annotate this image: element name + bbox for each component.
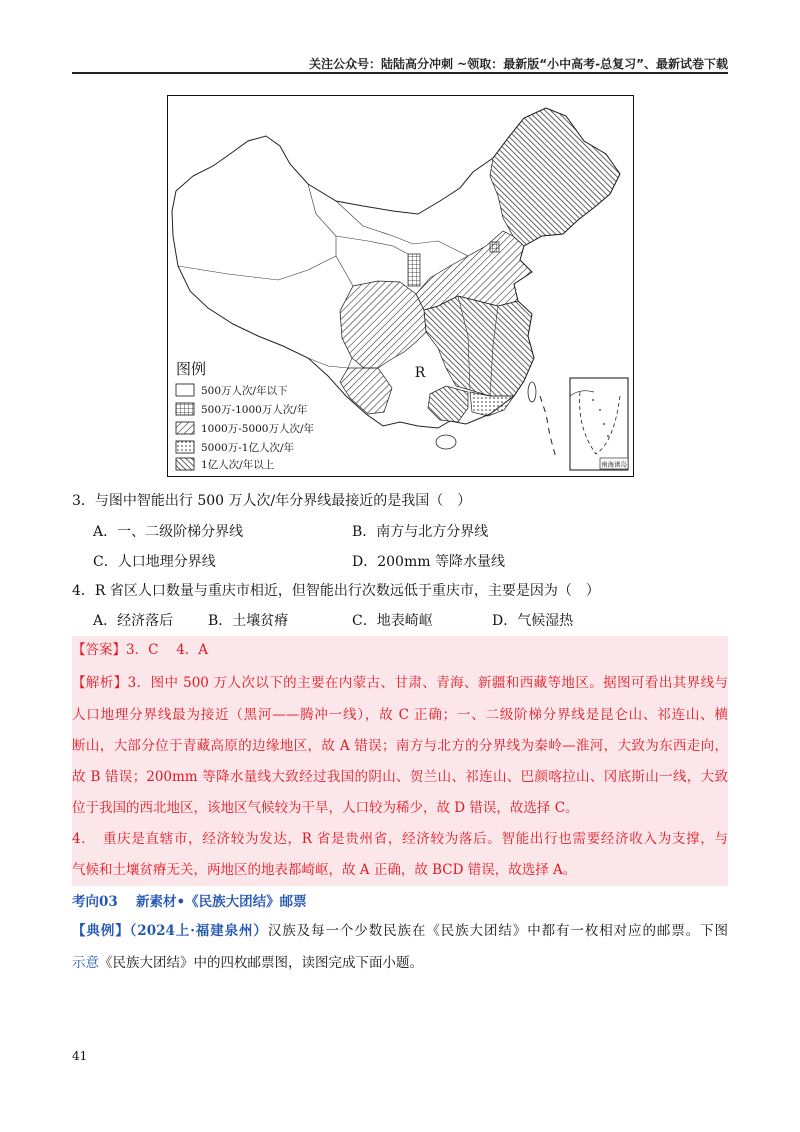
answer-text: 3．C 4．A (126, 642, 209, 658)
page-number: 41 (72, 1049, 88, 1063)
legend-swatch-5000w-1yi (176, 441, 194, 453)
header-rule (72, 72, 728, 74)
answer-label: 【答案】 (72, 642, 126, 658)
question-4-stem: 4．R 省区人口数量与重庆市相近，但智能出行次数远低于重庆市，主要是因为（ ） (72, 583, 600, 599)
region-beijing (490, 242, 499, 252)
analysis-line: 故 B 错误；200mm 等降水量线大致经过我国的阴山、贺兰山、祁连山、巴颜喀拉山、冈底斯山一线，大致 (72, 769, 728, 785)
map-legend (176, 360, 315, 471)
example-highlight: 示意 (72, 955, 99, 971)
legend-label: 1亿人次/年以上 (201, 459, 275, 471)
analysis-line: 位于我国的西北地区，该地区气候较为干旱，人口较为稀少，故 D 错误，故选择 C。 (72, 800, 579, 816)
question-4-option-c: C．地表崎岖 (352, 613, 433, 629)
example-source: （2024上·福建泉州） (129, 923, 268, 939)
example-line-1 (72, 921, 728, 941)
region-ningxia (408, 254, 420, 286)
section-title: 考向03 新素材•《民族大团结》邮票 (72, 894, 307, 910)
example-label: 【典例】 (72, 923, 130, 939)
legend-swatch-1000w-5000w (176, 422, 194, 434)
analysis-line: 气候和土壤贫瘠无关，两地区的地表都崎岖，故 A 正确，故 BCD 错误，故选择 A。 (72, 862, 577, 878)
example-line-2 (72, 953, 423, 973)
legend-label: 500万人次/年以下 (201, 385, 288, 397)
page-header-text: 关注公众号：陆陆高分冲刺 ~领取：最新版“小中高考-总复习”、最新试卷下载 (309, 57, 728, 71)
china-travel-map (167, 95, 634, 477)
example-text: 《民族大团结》中的四枚邮票图，读图完成下面小题。 (99, 955, 423, 971)
legend-label: 1000万-5000万人次/年 (201, 423, 315, 435)
legend-title: 图例 (176, 360, 207, 378)
map-svg (168, 96, 632, 475)
sea-boundary-dashes (540, 396, 556, 458)
question-4-option-d: D．气候湿热 (492, 613, 574, 629)
south-sea-inset (570, 378, 628, 470)
legend-label: 500万-1000万人次/年 (201, 404, 308, 416)
question-3-stem: 3．与图中智能出行 500 万人次/年分界线最接近的是我国（ ） (72, 493, 472, 509)
question-4-option-a: A．经济落后 (93, 613, 174, 629)
question-3-option-c: C．人口地理分界线 (93, 554, 216, 570)
analysis-line: 4． 重庆是直辖市，经济较为发达，R 省是贵州省，经济较为落后。智能出行也需要经济收入为支撑，与 (72, 831, 728, 847)
analysis-line (72, 673, 728, 693)
province-label-r: R (414, 365, 426, 381)
question-4-option-b: B．土壤贫瘠 (208, 613, 289, 629)
region-northeast (490, 108, 620, 246)
legend-label: 5000万-1亿人次/年 (201, 442, 294, 454)
hainan-island (436, 435, 456, 449)
analysis-text: 3．图中 500 万人次以下的主要在内蒙古、甘肃、青海、新疆和西藏等地区。据图可看出其界线与 (127, 675, 728, 691)
question-3-option-a: A．一、二级阶梯分界线 (93, 524, 244, 540)
taiwan-island (528, 382, 536, 402)
analysis-line: 人口地理分界线最为接近（黑河——腾冲一线），故 C 正确；一、二级阶梯分界线是昆仑山、祁连山、横 (72, 707, 728, 723)
answer-line (72, 640, 728, 660)
analysis-label: 【解析】 (72, 675, 128, 691)
inset-label: 南海诸岛 (601, 460, 627, 469)
question-3-option-b: B．南方与北方分界线 (352, 524, 489, 540)
legend-swatch-above-1yi (176, 458, 194, 470)
legend-swatch-500w-1000w (176, 403, 194, 415)
legend-swatch-below-500w (176, 384, 194, 396)
analysis-line: 断山，大部分位于青藏高原的边缘地区，故 A 错误；南方与北方的分界线为秦岭—淮河，大致为东西走向， (72, 738, 728, 754)
question-3-option-d: D．200mm 等降水量线 (352, 554, 505, 570)
example-text: 汉族及每一个少数民族在《民族大团结》中都有一枚相对应的邮票。下图 (267, 923, 729, 939)
